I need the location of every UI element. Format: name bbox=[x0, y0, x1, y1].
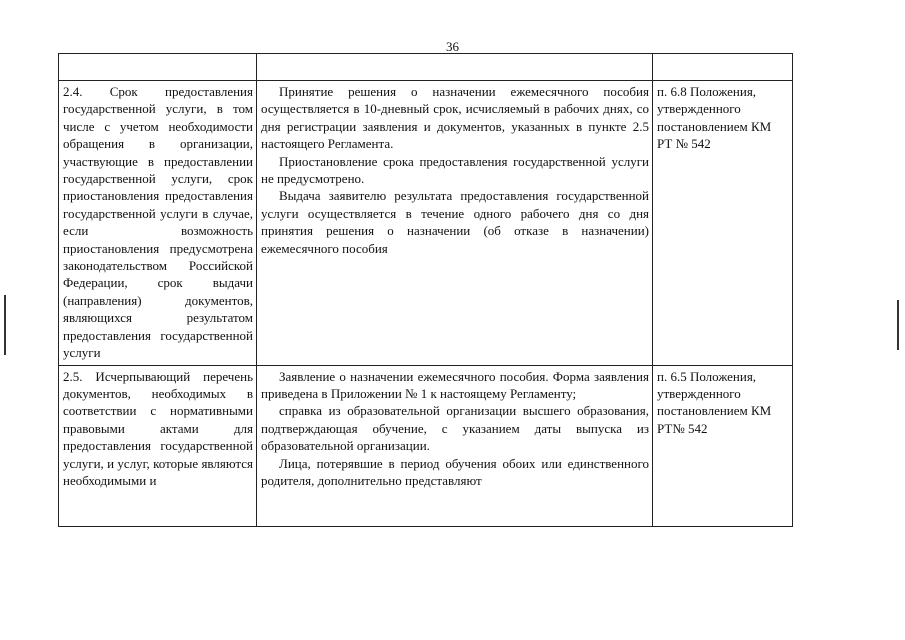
content-paragraph: Приостановление срока предоставления государственной услуги не предусмотрено. bbox=[261, 153, 649, 187]
requirement-name-cell bbox=[59, 81, 257, 366]
legal-reference-cell bbox=[653, 365, 793, 526]
legal-reference: п. 6.5 Положения, утвержденного постановлением КМ РТ№ 542 bbox=[657, 368, 772, 436]
requirement-name: 2.5. Исчерпывающий перечень документов, необходимых в соответствии с нормативными правовыми актами для предоставления государственной услуги, и услуг, которые являются необходимыми и bbox=[63, 368, 253, 488]
scan-artifact-left bbox=[4, 295, 6, 355]
content-paragraph: Заявление о назначении ежемесячного пособия. Форма заявления приведена в Приложении № 1 к настоящему Регламенту; bbox=[261, 368, 649, 401]
header-cell-1 bbox=[59, 54, 257, 81]
table-row bbox=[59, 365, 793, 526]
content-paragraph: Лица, потерявшие в период обучения обоих или единственного родителя, дополнительно представляют bbox=[261, 455, 649, 488]
legal-reference-cell bbox=[653, 81, 793, 366]
requirement-content-cell bbox=[257, 81, 653, 366]
scan-artifact-right bbox=[897, 300, 899, 350]
content-paragraph: Принятие решения о назначении ежемесячного пособия осуществляется в 10-дневный срок, исчисляемый в рабочих днях, со дня регистрации заявления и документов, указанных в пункте 2.5 настоящего Регламента. bbox=[261, 84, 649, 152]
header-cell-2 bbox=[257, 54, 653, 81]
content-paragraph: Выдача заявителю результата предоставления государственной услуги осуществляется в течение одного рабочего дня со дня принятия решения о назначении (об отказе в назначении) ежемесячного пособия bbox=[261, 188, 649, 256]
table-header-row bbox=[59, 54, 793, 81]
header-cell-3 bbox=[653, 54, 793, 81]
requirement-name: 2.4. Срок предоставления государственной услуги, в том числе с учетом необходимости обращения в организации, участвующие в предоставлении государственной услуги, срок приостановления предоставления государственной услуги в случае, если возможность приостановления предусмотрена законодательством Российской Федерации, срок выдачи (направления) документов, являющихся результатом предоставления государственной услуги bbox=[63, 84, 253, 361]
regulation-table bbox=[58, 53, 793, 527]
requirement-name-cell bbox=[59, 365, 257, 526]
requirement-content-cell bbox=[257, 365, 653, 526]
page-number: 36 bbox=[446, 39, 459, 54]
legal-reference: п. 6.8 Положения, утвержденного постановлением КМ РТ № 542 bbox=[657, 84, 772, 152]
content-paragraph: справка из образовательной организации высшего образования, подтверждающая обучение, с указанием даты выпуска из образовательной организации. bbox=[261, 403, 649, 454]
table-row bbox=[59, 81, 793, 366]
